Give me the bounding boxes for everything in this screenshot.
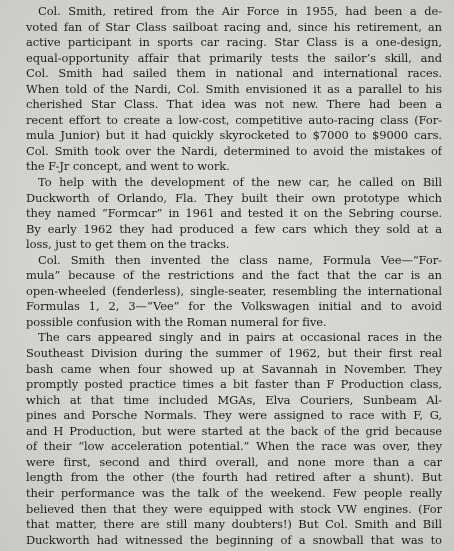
text-line: bash came when four showed up at Savannah in November. They	[26, 361, 442, 376]
text-line: open-wheeled (fenderless), single-seater, resembling the international	[26, 283, 442, 298]
text-line: active participant in sports car racing. Star Class is a one-design,	[26, 35, 442, 50]
text-line: Formulas 1, 2, 3—“Vee” for the Volkswagen initial and to avoid	[26, 299, 442, 314]
text-line: By early 1962 they had produced a few cars which they sold at a	[26, 221, 442, 236]
text-line: Col. Smith, retired from the Air Force in 1955, had been a de-	[38, 4, 442, 18]
text-line: To help with the development of the new car, he called on Bill	[38, 175, 442, 190]
text-line: that matter, there are still many doubters!) But Col. Smith and Bill	[26, 517, 442, 532]
text-line: Southeast Division during the summer of 1962, but their first real	[26, 346, 442, 361]
text-line: believed then that they were equipped with stock VW engines. (For	[26, 501, 442, 516]
text-line: Col. Smith had sailed them in national and international races.	[26, 66, 442, 81]
text-line: Col. Smith took over the Nardi, determined to avoid the mistakes of	[26, 143, 442, 158]
text-line: of their “low acceleration potential.” When the race was over, they	[26, 439, 442, 454]
text-line: which at that time included MGAs, Elva Couriers, Sunbeam Al-	[26, 392, 442, 407]
text-line: they named “Formcar” in 1961 and tested it on the Sebring course.	[26, 206, 442, 221]
text-line: Duckworth of Orlando, Fla. They built their own prototype which	[26, 190, 442, 205]
text-line: were first, second and third overall, and none more than a car	[26, 454, 442, 469]
text-line: recent effort to create a low-cost, competitive auto-racing class (For-	[26, 112, 442, 127]
text-line: pines and Porsche Normals. They were assigned to race with F, G,	[26, 408, 442, 423]
paragraph-3	[14, 253, 442, 331]
text-line: promptly posted practice times a bit faster than F Production class,	[26, 377, 442, 392]
text-line: cherished Star Class. That idea was not new. There had been a	[26, 97, 442, 112]
text-line: Duckworth had witnessed the beginning of a snowball that was to	[26, 532, 442, 547]
text-line: voted fan of Star Class sailboat racing and, since his retirement, an	[26, 19, 442, 34]
text-line: possible confusion with the Roman numeral for five.	[26, 314, 327, 329]
text-line: the F-Jr concept, and went to work.	[26, 159, 230, 174]
paragraph-4	[14, 330, 442, 548]
text-line: mula” because of the restrictions and the fact that the car is an	[26, 268, 442, 283]
text-line: their performance was the talk of the weekend. Few people really	[26, 485, 442, 500]
text-line: mula Junior) but it had quickly skyrocketed to $7000 to $9000 cars.	[26, 128, 442, 143]
paragraph-1	[14, 4, 442, 175]
text-line: When told of the Nardi, Col. Smith envisioned it as a parallel to his	[26, 81, 442, 96]
text-line: and H Production, but were started at the back of the grid because	[26, 423, 442, 438]
text-line: loss, just to get them on the tracks.	[26, 237, 230, 252]
paragraph-2	[14, 175, 442, 253]
text-line: Col. Smith then invented the class name, Formula Vee—“For-	[38, 252, 442, 267]
text-line: length from the other (the fourth had retired after a shunt). But	[26, 470, 442, 485]
text-line: equal-opportunity affair that primarily tests the sailor’s skill, and	[26, 50, 442, 65]
text-line: The cars appeared singly and in pairs at occasional races in the	[38, 330, 442, 345]
